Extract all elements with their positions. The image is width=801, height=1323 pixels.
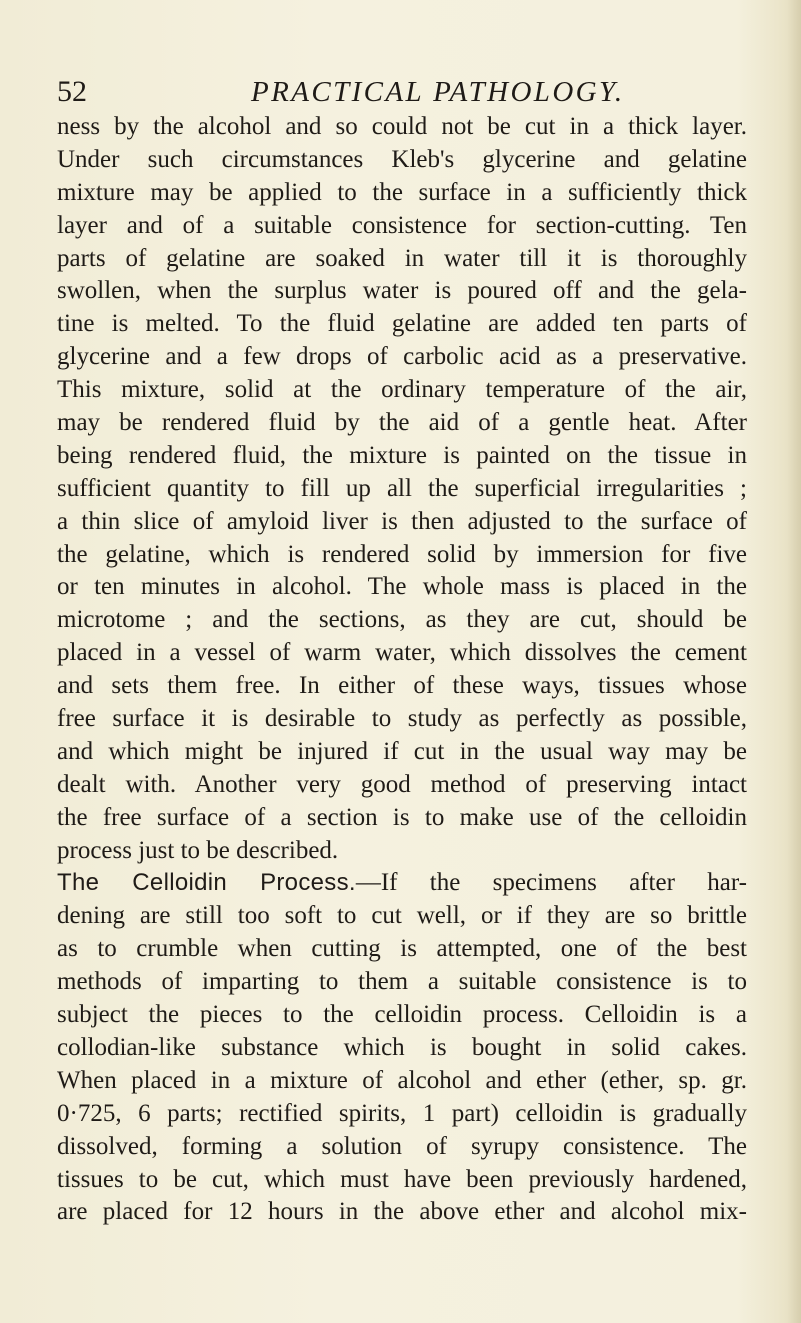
running-title: PRACTICAL PATHOLOGY.: [251, 76, 625, 108]
text-line: dealt with. Another very good method of preserving intact: [57, 770, 747, 798]
text-line: ness by the alcohol and so could not be cut in a thick layer.: [57, 113, 747, 140]
section-first-line-text: —If the specimens after har-: [355, 869, 747, 897]
text-line: the free surface of a section is to make use of the celloidin: [57, 803, 747, 831]
text-line: dening are still too soft to cut well, or if they are so brittle: [57, 902, 747, 930]
text-line: the gelatine, which is rendered solid by immersion for five: [57, 540, 747, 568]
text-line: mixture may be applied to the surface in a sufficiently thick: [57, 178, 747, 206]
text-line: When placed in a mixture of alcohol and ether (ether, sp. gr.: [57, 1066, 747, 1094]
text-line: and which might be injured if cut in the usual way may be: [57, 737, 747, 765]
text-line: microtome ; and the sections, as they are cut, should be: [57, 606, 747, 634]
text-line: may be rendered fluid by the aid of a gentle heat. After: [57, 409, 747, 437]
text-line: collodian-like substance which is bought in solid cakes.: [57, 1033, 747, 1061]
text-line: tissues to be cut, which must have been previously hardened,: [57, 1165, 747, 1193]
text-line: methods of imparting to them a suitable consistence is to: [57, 968, 747, 996]
text-line: subject the pieces to the celloidin process. Celloidin is a: [57, 1001, 747, 1029]
text-line: are placed for 12 hours in the above ether and alcohol mix-: [57, 1198, 747, 1226]
text-line: and sets them free. In either of these ways, tissues whose: [57, 672, 747, 700]
text-line: parts of gelatine are soaked in water till it is thoroughly: [57, 244, 747, 272]
text-line: sufficient quantity to fill up all the superficial irregularities ;: [57, 474, 747, 502]
text-line: tine is melted. To the fluid gelatine are added ten parts of: [57, 310, 747, 338]
text-line: This mixture, solid at the ordinary temperature of the air,: [57, 376, 747, 404]
text-line: process just to be described.: [57, 836, 339, 864]
page-number: 52: [57, 75, 87, 108]
text-line: placed in a vessel of warm water, which dissolves the cement: [57, 639, 747, 667]
text-line: Under such circumstances Kleb's glycerine and gelatine: [57, 145, 747, 173]
section-heading: The Celloidin Process.: [57, 869, 356, 897]
text-line: a thin slice of amyloid liver is then adjusted to the surface of: [57, 507, 747, 535]
text-line: swollen, when the surplus water is poured off and the gela-: [57, 277, 747, 305]
page-edge-shadow: [787, 0, 801, 1323]
text-line: glycerine and a few drops of carbolic acid as a preservative.: [57, 343, 747, 371]
text-line: free surface it is desirable to study as perfectly as possible,: [57, 705, 747, 733]
text-line: 0·725, 6 parts; rectified spirits, 1 part) celloidin is gradually: [57, 1099, 747, 1127]
page-header: [0, 74, 801, 114]
body-text: [57, 111, 747, 1229]
text-line: being rendered fluid, the mixture is painted on the tissue in: [57, 441, 747, 469]
section-first-line: [57, 867, 747, 900]
text-line: or ten minutes in alcohol. The whole mass is placed in the: [57, 573, 747, 601]
text-line: as to crumble when cutting is attempted, one of the best: [57, 935, 747, 963]
text-line: dissolved, forming a solution of syrupy consistence. The: [57, 1132, 747, 1160]
text-line: layer and of a suitable consistence for section-cutting. Ten: [57, 211, 747, 239]
